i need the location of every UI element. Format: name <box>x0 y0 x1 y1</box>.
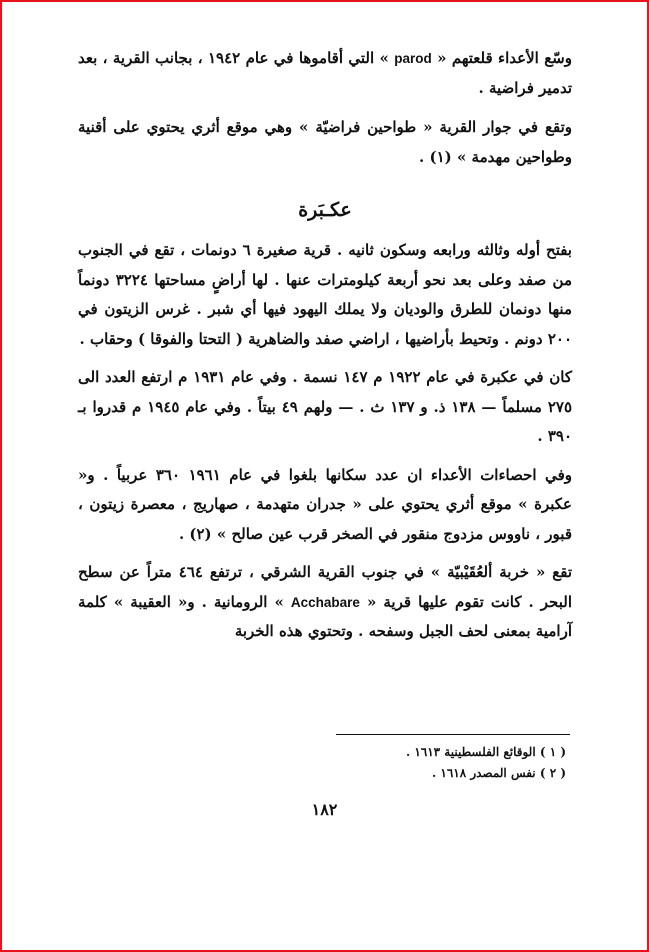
paragraph-fortress <box>78 44 572 103</box>
footnote-item: ( ٢ ) نفس المصدر ١٦١٨ . <box>432 766 566 780</box>
footnotes <box>300 742 566 784</box>
footnote-item: ( ١ ) الوقائع الفلسطينية ١٦١٣ . <box>405 745 566 759</box>
latin-term-acchabare: Acchabare <box>290 594 360 610</box>
paragraph-census: وفي احصاءات الأعداء ان عدد سكانها بلغوا في عام ١٩٦١ ٣٦٠ عربياً . و« عكبرة » موقع أثري يحتوي على « جدران متهدمة ، صهاريج ، معصرة زيتون ، قبور ، ناووس مزدوج منقور في الصخر قرب عين صالح » (٢) . <box>78 465 572 543</box>
paragraph-khirba <box>78 558 572 647</box>
page-body <box>78 44 572 647</box>
paragraph-fortress-text-before: وسّع الأعداء قلعتهم « <box>431 49 572 67</box>
paragraph-population: كان في عكبرة في عام ١٩٢٢ م ١٤٧ نسمة . وفي عام ١٩٣١ م ارتفع العدد الى ٢٧٥ مسلماً — ١٣٨ ذ. و ١٣٧ ث . — ولهم ٤٩ بيتاً . وفي عام ١٩٤٥ م قدروا بـ ٣٩٠ . <box>78 368 573 445</box>
latin-term-parod: parod <box>394 51 432 66</box>
footnote-divider <box>336 734 570 735</box>
paragraph-fortress-text-after: » التي أقاموها في عام ١٩٤٢ ، بجانب القرية ، بعد تدمير فراضية . <box>78 49 572 97</box>
paragraph-mills: وتقع في جوار القرية « طواحين فراضيّة » وهي موقع أثري يحتوي على أقنية وطواحين مهدمة » (١) . <box>78 118 572 166</box>
paragraph-khirba-text-before: تقع « خربة ألعُقَيْبيّة » في جنوب القرية الشرقي ، ترتفع ٤٦٤ متراً عن سطح البحر . كانت تقوم عليها قرية « <box>78 563 572 611</box>
section-heading: عكـبَرة <box>298 199 352 221</box>
page-number: ١٨٢ <box>311 800 338 819</box>
paragraph-khirba-text-after: » الرومانية . و« العقيبة » كلمة آرامية بمعنى لحف الجبل وسفحه . وتحتوي هذه الخربة <box>78 592 572 640</box>
paragraph-description: بفتح أوله وثالثه ورابعه وسكون ثانيه . قرية صغيرة ٦ دونمات ، تقع في الجنوب من صفد وعلى بعد نحو أربعة كيلومترات عنها . لها أراضٍ مساحتها ٣٢٢٤ دونماً منها دونمان للطرق والوديان ولا يملك اليهود فيها أي شبر . غرس الزيتون في ٢٠٠ دونم . وتحيط بأراضيها ، اراضي صفد والضاهرية ( التحتا والفوقا ) وحقاب . <box>78 241 573 348</box>
